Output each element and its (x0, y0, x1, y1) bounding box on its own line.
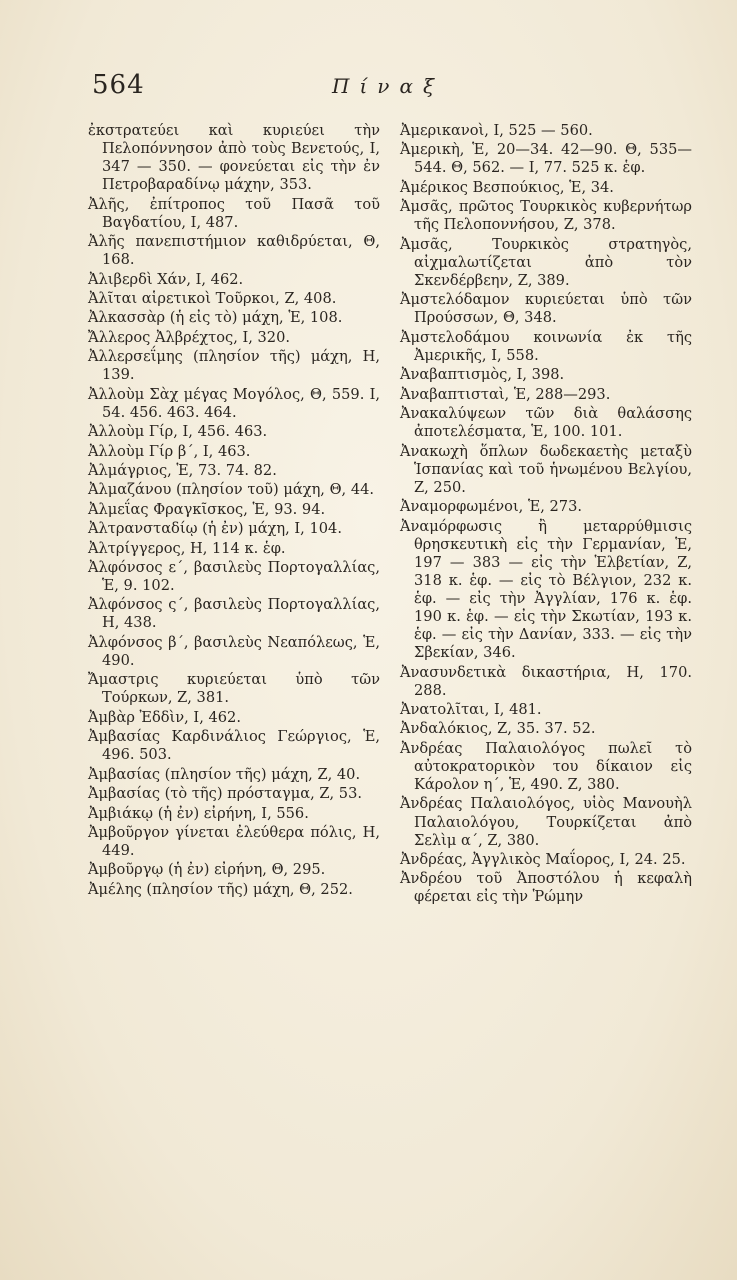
index-entry: Ἀνασυνδετικὰ δικαστήρια, Η, 170. 288. (400, 663, 692, 699)
index-entry: Ἀλλοὺμ Σὰχ μέγας Μογόλος, Θ, 559. Ι, 54. 456. 463. 464. (88, 385, 380, 421)
index-entry: Ἀμερικανοὶ, Ι, 525 — 560. (400, 122, 593, 139)
index-entry: Ἀμσᾶς, πρῶτος Τουρκικὸς κυβερνήτωρ τῆς Πελοποννήσου, Ζ, 378. (400, 198, 692, 234)
index-entry: Ἀνδρέας, Ἀγγλικὸς Μαΐορος, Ι, 24. 25. (400, 851, 686, 868)
index-entry: Ἀμβοῦργον γίνεται ἐλεύθερα πόλις, Η, 449. (88, 823, 380, 859)
index-entry: Ἀμέρικος Βεσπούκιος, Ἑ, 34. (400, 178, 614, 196)
index-entry: Ἀναμορφωμένοι, Ἑ, 273. (400, 498, 582, 516)
index-entry: Ἀμβασίας (τὸ τῆς) πρόσταγμα, Ζ, 53. (88, 785, 362, 803)
index-entry: Ἀλμεΐας Φραγκῖσκος, Ἑ, 93. 94. (88, 500, 326, 518)
index-entry: Ἀναβαπτισταὶ, Ἑ, 288—293. (400, 385, 611, 403)
index-entry: Ἀλῆς, ἐπίτροπος τοῦ Πασᾶ τοῦ Βαγδατίου, Ι, 487. (88, 195, 380, 231)
index-entry: Ἀναμόρφωσις ἢ μεταρρύθμισις θρησκευτικὴ εἰς τὴν Γερμανίαν, Ἑ, 197 — 383 — εἰς τὴν Ἑλβετίαν, Ζ, 318 κ. ἑφ. — εἰς τὸ Βέλγιον, 232 κ. ἑφ. — εἰς τὴν Ἀγγλίαν, 176 κ. ἑφ. 190 κ. ἑφ. — εἰς τὴν Σκωτίαν, 193 κ. ἑφ. — εἰς τὴν Δανίαν, 333. — εἰς τὴν Σβεκίαν, 346. (400, 517, 692, 662)
index-entry: Ἀμβοῦργῳ (ἡ ἐν) εἰρήνη, Θ, 295. (88, 861, 326, 879)
index-entry: Ἀλκασσὰρ (ἡ εἰς τὸ) μάχη, Ἑ, 108. (88, 309, 343, 327)
index-entry: Ἀλῆς πανεπιστήμιον καθιδρύεται, Θ, 168. (88, 233, 380, 269)
index-entry: Ἄμαστρις κυριεύεται ὑπὸ τῶν Τούρκων, Ζ, 381. (88, 671, 380, 707)
index-entry: Ἀλλοὺμ Γίρ β΄, Ι, 463. (88, 442, 251, 460)
index-entry: Ἀνδρέας Παλαιολόγος, υἱὸς Μανουὴλ Παλαιολόγου, Τουρκίζεται ἀπὸ Σελὶμ α΄, Ζ, 380. (400, 795, 692, 849)
index-entry: Ἀνδρέου τοῦ Ἀποστόλου ἡ κεφαλὴ φέρεται εἰς τὴν Ῥώμην (400, 870, 692, 906)
page-number: 564 (92, 70, 145, 100)
index-column-left (88, 122, 380, 900)
index-entry: Ἀμβὰρ Ἐδδὶν, Ι, 462. (88, 708, 241, 726)
running-title: Πίναξ (332, 74, 444, 98)
index-entry: Ἀλμαζάνου (πλησίον τοῦ) μάχη, Θ, 44. (88, 481, 375, 499)
index-entry: Ἀλιβερδὶ Χάν, Ι, 462. (88, 270, 244, 288)
index-entry: Ἀμερικὴ, Ἑ, 20—34. 42—90. Θ, 535—544. Θ, 562. — Ι, 77. 525 κ. ἑφ. (400, 141, 692, 177)
index-entry: Ἀνακαλύψεων τῶν διὰ θαλάσσης ἀποτελέσματα, Ἑ, 100. 101. (400, 405, 692, 441)
index-entry: Ἀλλερσεΐμης (πλησίον τῆς) μάχη, Η, 139. (88, 348, 380, 384)
index-entry: Ἄλλερος Ἀλβρέχτος, Ι, 320. (88, 328, 291, 346)
page-header (92, 70, 692, 110)
index-entry: Ἀλτρανσταδίῳ (ἡ ἐν) μάχη, Ι, 104. (88, 520, 342, 538)
index-entry: Ἀλμάγριος, Ἑ, 73. 74. 82. (88, 461, 277, 479)
index-entry: Ἀμέλης (πλησίον τῆς) μάχη, Θ, 252. (88, 880, 353, 898)
index-entry: Ἀμβιάκῳ (ἡ ἐν) εἰρήνη, Ι, 556. (88, 804, 309, 822)
index-entry: Ἀλλοὺμ Γίρ, Ι, 456. 463. (88, 423, 268, 441)
index-entry: Ἀνδρέας Παλαιολόγος πωλεῖ τὸ αὐτοκρατορικὸν του δίκαιον εἰς Κάρολον η΄, Ἑ, 490. Ζ, 380. (400, 739, 692, 794)
index-entry: Ἀνατολῖται, Ι, 481. (400, 701, 542, 719)
index-entry: Ἀλφόνσος ε΄, βασιλεὺς Πορτογαλλίας, Ἑ, 9. 102. (88, 558, 380, 594)
index-column-right (400, 122, 692, 908)
index-entry: Ἀλτρίγγερος, Η, 114 κ. ἑφ. (88, 539, 286, 557)
index-entry: Ἀλφόνσος ς΄, βασιλεὺς Πορτογαλλίας, Η, 438. (88, 596, 380, 632)
index-entry: Ἀμστελόδαμον κυριεύεται ὑπὸ τῶν Προύσσων, Θ, 348. (400, 291, 692, 327)
index-entry: Ἀμβασίας Καρδινάλιος Γεώργιος, Ἑ, 496. 503. (88, 728, 380, 764)
index-entry: Ἀνακωχὴ ὅπλων δωδεκαετὴς μεταξὺ Ἱσπανίας καὶ τοῦ ἡνωμένου Βελγίου, Ζ, 250. (400, 442, 692, 496)
index-entry: Ἀνδαλόκιος, Ζ, 35. 37. 52. (400, 720, 596, 738)
index-entry: Ἀλῖται αἱρετικοὶ Τοῦρκοι, Ζ, 408. (88, 290, 337, 308)
index-entry: Ἀναβαπτισμὸς, Ι, 398. (400, 366, 565, 384)
index-entry: Ἀλφόνσος β΄, βασιλεὺς Νεαπόλεως, Ἑ, 490. (88, 633, 380, 669)
index-entry: Ἀμσᾶς, Τουρκικὸς στρατηγὸς, αἰχμαλωτίζεται ἀπὸ τὸν Σκενδέρβεην, Ζ, 389. (400, 235, 692, 289)
index-entry: Ἀμβασίας (πλησίον τῆς) μάχη, Ζ, 40. (88, 765, 361, 783)
index-entry: Ἀμστελοδάμου κοινωνία ἐκ τῆς Ἀμερικῆς, Ι, 558. (400, 328, 692, 364)
index-entry: ἐκστρατεύει καὶ κυριεύει τὴν Πελοπόννησον ἀπὸ τοὺς Βενετούς, Ι, 347 — 350. — φονεύεται εἰς τὴν ἐν Πετροβαραδίνῳ μάχην, 353. (88, 122, 380, 194)
